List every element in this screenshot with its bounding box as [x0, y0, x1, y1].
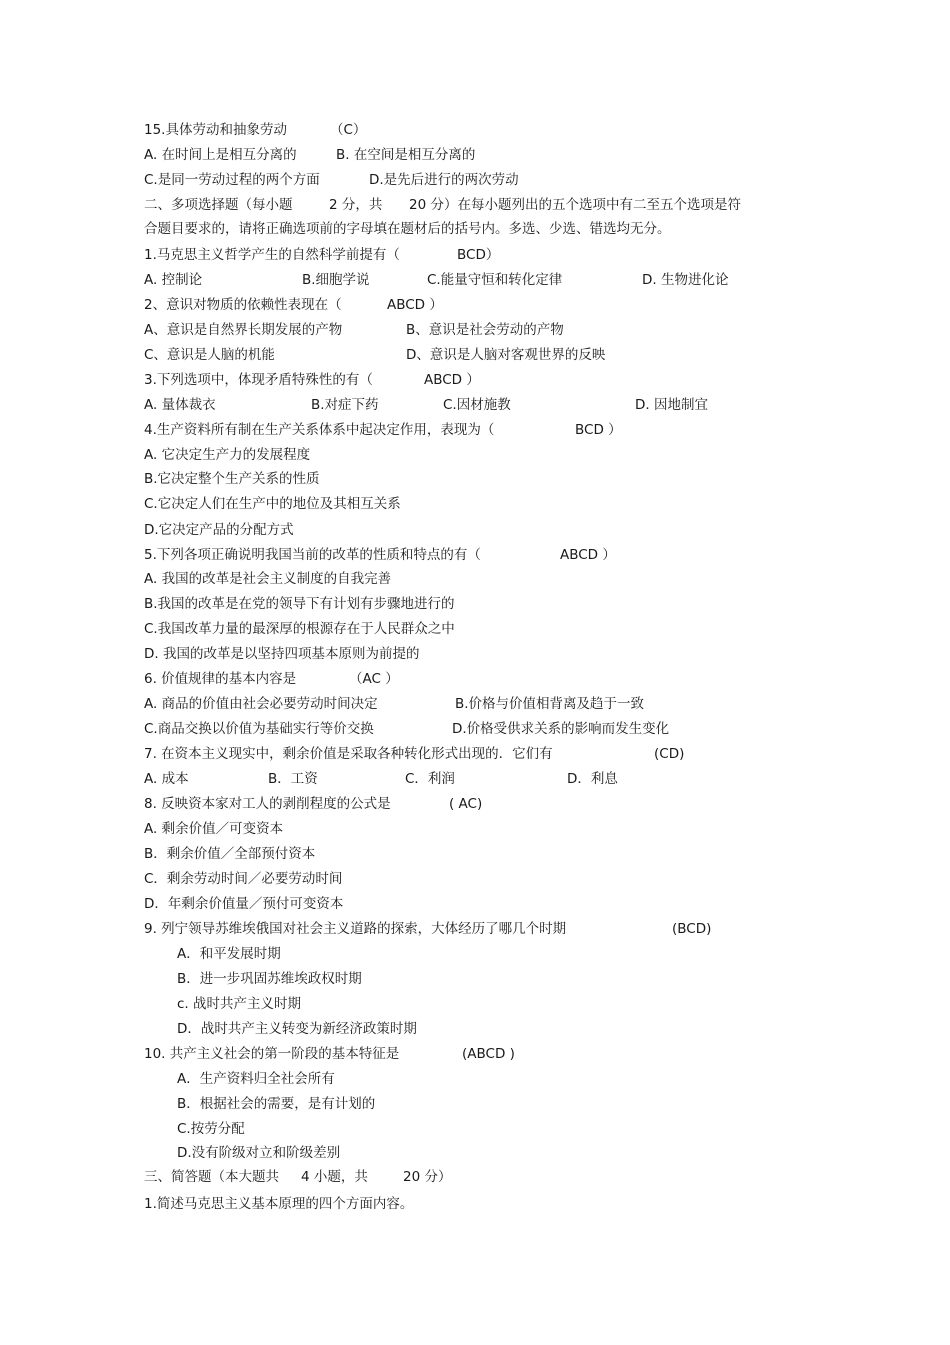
question-m6-options-1	[144, 695, 645, 713]
option-b: B、意识是社会劳动的产物	[406, 322, 564, 338]
answer: （C）	[330, 122, 367, 138]
option-c: C.我国改革力量的最深厚的根源存在于人民群众之中	[144, 621, 455, 637]
question-m4-option-c	[144, 495, 401, 513]
question-15-stem	[144, 121, 367, 139]
section-3-question-1	[144, 1195, 413, 1213]
option-d: D.是先后进行的两次劳动	[369, 172, 519, 188]
option-d: D、意识是人脑对客观世界的反映	[406, 347, 606, 363]
question-text: 9. 列宁领导苏维埃俄国对社会主义道路的探索，大体经历了哪几个时期	[144, 921, 567, 937]
question-m8-option-a	[144, 820, 283, 838]
option-a: A. 它决定生产力的发展程度	[144, 447, 311, 463]
option-c: c. 战时共产主义时期	[177, 996, 302, 1012]
option-c: C.按劳分配	[177, 1121, 245, 1137]
option-b: B．进一步巩固苏维埃政权时期	[177, 971, 362, 987]
option-d: D．利息	[567, 771, 618, 787]
question-m8-stem	[144, 795, 483, 813]
option-b: B.细胞学说	[302, 272, 370, 288]
heading-part: 三、简答题（本大题共	[144, 1169, 279, 1185]
question-m6-stem	[144, 670, 399, 688]
option-c: C．利润	[405, 771, 455, 787]
option-d: D. 生物进化论	[642, 272, 729, 288]
question-m7-options	[144, 770, 618, 788]
section-2-heading	[144, 196, 741, 214]
question-text: 7. 在资本主义现实中，剩余价值是采取各种转化形式出现的．它们有	[144, 746, 553, 762]
option-c: C.因材施教	[443, 397, 511, 413]
option-a: A. 我国的改革是社会主义制度的自我完善	[144, 571, 392, 587]
option-b: B．根据社会的需要，是有计划的	[177, 1096, 376, 1112]
option-a: A. 在时间上是相互分离的	[144, 147, 297, 163]
heading-part: 4 小题，共	[301, 1169, 368, 1185]
section-2-instructions	[144, 220, 671, 238]
question-text: 5.下列各项正确说明我国当前的改革的性质和特点的有（	[144, 547, 481, 563]
answer: (BCD)	[672, 921, 712, 937]
question-text: 2、意识对物质的依赖性表现在（	[144, 297, 342, 313]
question-m3-stem	[144, 371, 480, 389]
heading-part: 20 分）	[403, 1169, 452, 1185]
question-m4-option-b	[144, 470, 320, 488]
heading-part: 二、多项选择题（每小题	[144, 197, 293, 213]
question-m4-stem	[144, 421, 622, 439]
answer: BCD ）	[575, 422, 622, 438]
option-a: A. 剩余价值／可变资本	[144, 821, 284, 837]
answer: ( AC)	[449, 796, 483, 812]
option-d: D. 因地制宜	[635, 397, 708, 413]
question-m10-option-c	[177, 1120, 245, 1138]
question-m9-option-a	[177, 945, 281, 963]
question-m2-options-2	[144, 346, 606, 364]
option-a: A. 商品的价值由社会必要劳动时间决定	[144, 696, 378, 712]
option-a: A. 成本	[144, 771, 189, 787]
option-b: B.它决定整个生产关系的性质	[144, 471, 320, 487]
option-a: A. 控制论	[144, 272, 203, 288]
section-3-heading	[144, 1168, 452, 1186]
option-d: D.没有阶级对立和阶级差别	[177, 1145, 341, 1161]
answer: ABCD ）	[387, 297, 443, 313]
question-m8-option-c	[144, 870, 342, 888]
question-m10-option-b	[177, 1095, 375, 1113]
question-m8-option-b	[144, 845, 315, 863]
question-m3-options	[144, 396, 708, 414]
question-m4-option-a	[144, 446, 310, 464]
question-m7-stem	[144, 745, 685, 763]
option-a: A、意识是自然界长期发展的产物	[144, 322, 343, 338]
option-c: C．剩余劳动时间／必要劳动时间	[144, 871, 343, 887]
option-a: A．和平发展时期	[177, 946, 281, 962]
option-d: D.它决定产品的分配方式	[144, 522, 294, 538]
option-d: D. 我国的改革是以坚持四项基本原则为前提的	[144, 646, 420, 662]
question-m2-stem	[144, 296, 443, 314]
answer: ABCD ）	[560, 547, 616, 563]
option-b: B.价格与价值相背离及趋于一致	[455, 696, 645, 712]
option-b: B.对症下药	[311, 397, 379, 413]
option-a: A. 量体裁衣	[144, 397, 216, 413]
question-m1-stem	[144, 246, 500, 264]
option-c: C.它决定人们在生产中的地位及其相互关系	[144, 496, 401, 512]
question-m8-option-d	[144, 895, 343, 913]
option-d: D．战时共产主义转变为新经济政策时期	[177, 1021, 417, 1037]
question-m6-options-2	[144, 720, 670, 738]
option-b: B．工资	[268, 771, 318, 787]
question-15-options-1	[144, 146, 476, 164]
answer: BCD）	[457, 247, 500, 263]
answer: （AC ）	[349, 671, 399, 687]
option-c: C.是同一劳动过程的两个方面	[144, 172, 320, 188]
option-b: B. 在空间是相互分离的	[336, 147, 476, 163]
option-d: D．年剩余价值量／预付可变资本	[144, 896, 344, 912]
question-text: 4.生产资料所有制在生产关系体系中起决定作用，表现为（	[144, 422, 495, 438]
question-m5-option-c	[144, 620, 455, 638]
question-m5-option-a	[144, 570, 391, 588]
question-text: 1.简述马克思主义基本原理的四个方面内容。	[144, 1196, 414, 1212]
question-m9-option-b	[177, 970, 362, 988]
question-m5-stem	[144, 546, 616, 564]
answer: ABCD ）	[424, 372, 480, 388]
answer: (ABCD )	[462, 1046, 515, 1062]
heading-part: 20 分）在每小题列出的五个选项中有二至五个选项是符	[409, 197, 741, 213]
question-text: 1.马克思主义哲学产生的自然科学前提有（	[144, 247, 400, 263]
option-d: D.价格受供求关系的影响而发生变化	[452, 721, 670, 737]
answer: (CD)	[654, 746, 685, 762]
option-c: C.能量守恒和转化定律	[427, 272, 563, 288]
question-text: 10. 共产主义社会的第一阶段的基本特征是	[144, 1046, 400, 1062]
question-m10-option-d	[177, 1144, 340, 1162]
question-text: 15.具体劳动和抽象劳动	[144, 122, 287, 138]
option-c: C.商品交换以价值为基础实行等价交换	[144, 721, 374, 737]
question-m9-option-c	[177, 995, 301, 1013]
option-b: B．剩余价值／全部预付资本	[144, 846, 316, 862]
question-m4-option-d	[144, 521, 294, 539]
question-m5-option-b	[144, 595, 455, 613]
heading-part: 合题目要求的，请将正确选项前的字母填在题材后的括号内。多选、少选、错选均无分。	[144, 221, 671, 237]
question-m2-options-1	[144, 321, 564, 339]
question-15-options-2	[144, 171, 519, 189]
option-a: A．生产资料归全社会所有	[177, 1071, 335, 1087]
question-m9-option-d	[177, 1020, 417, 1038]
heading-part: 2 分，共	[329, 197, 383, 213]
question-m10-stem	[144, 1045, 515, 1063]
question-m5-option-d	[144, 645, 419, 663]
question-text: 8. 反映资本家对工人的剥削程度的公式是	[144, 796, 391, 812]
question-m10-option-a	[177, 1070, 335, 1088]
question-m1-options	[144, 271, 729, 289]
question-text: 3.下列选项中，体现矛盾特殊性的有（	[144, 372, 373, 388]
option-b: B.我国的改革是在党的领导下有计划有步骤地进行的	[144, 596, 455, 612]
option-c: C、意识是人脑的机能	[144, 347, 275, 363]
question-m9-stem	[144, 920, 712, 938]
question-text: 6. 价值规律的基本内容是	[144, 671, 297, 687]
